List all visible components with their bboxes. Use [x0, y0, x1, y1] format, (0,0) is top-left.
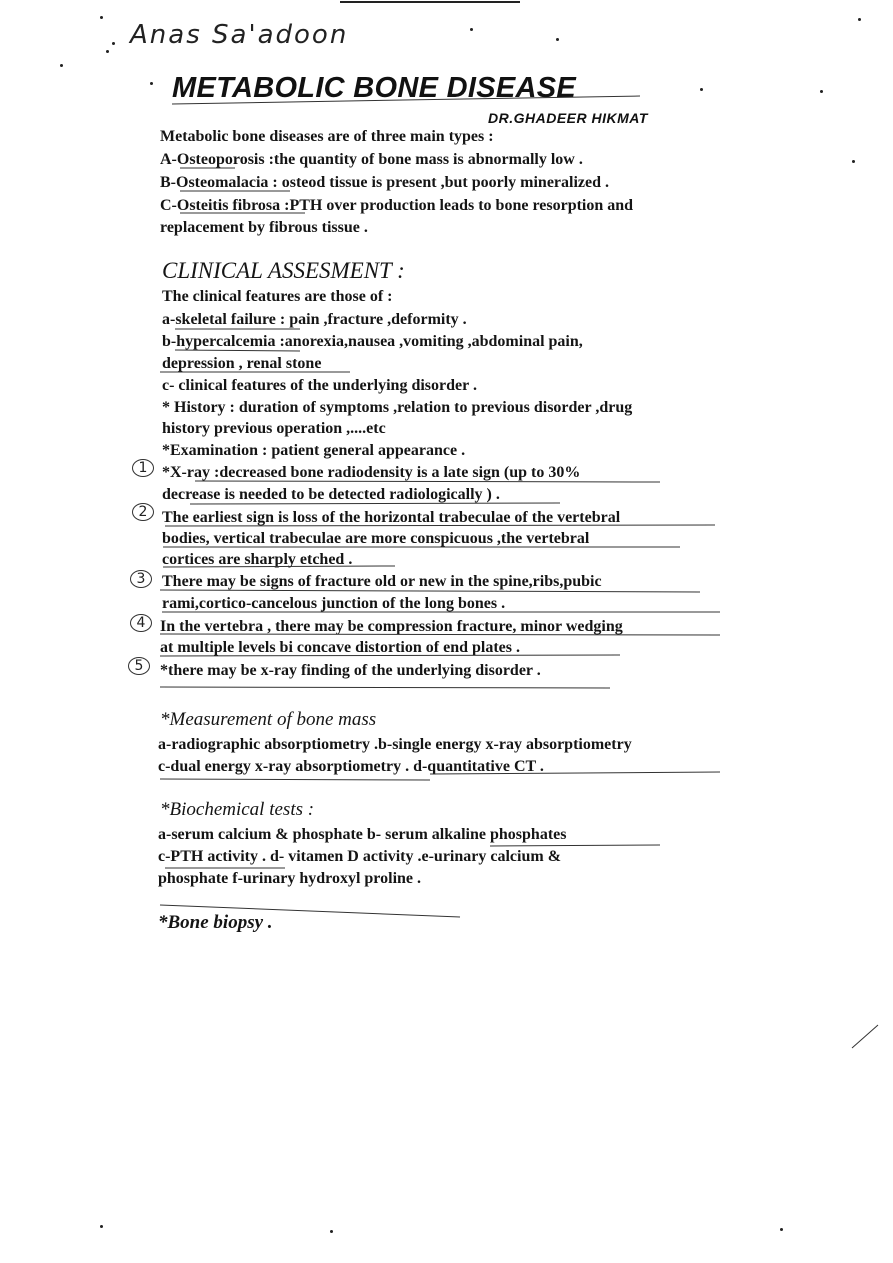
- measurement-line: a-radiographic absorptiometry .b-single energy x-ray absorptiometry: [158, 736, 632, 753]
- biochemical-line: a-serum calcium & phosphate b- serum alkaline phosphates: [158, 826, 567, 843]
- type-c-line-1: C-Osteitis fibrosa :PTH over production leads to bone resorption and: [160, 197, 634, 214]
- clinical-line: *X-ray :decreased bone radiodensity is a late sign (up to 30%: [162, 464, 581, 481]
- type-b: B-Osteomalacia : osteod tissue is present ,but poorly mineralized .: [160, 174, 610, 191]
- scan-speck: [60, 64, 63, 67]
- scan-speck: [100, 16, 103, 19]
- scan-speck: [852, 160, 855, 163]
- author: DR.GHADEER HIKMAT: [488, 110, 648, 126]
- clinical-line: rami,cortico-cancelous junction of the long bones .: [162, 595, 506, 612]
- scan-speck: [858, 18, 861, 21]
- clinical-line: The earliest sign is loss of the horizontal trabeculae of the vertebral: [162, 509, 621, 526]
- handwritten-marker: 2: [132, 503, 154, 521]
- clinical-line: bodies, vertical trabeculae are more conspicuous ,the vertebral: [162, 530, 590, 547]
- scan-speck: [820, 90, 823, 93]
- clinical-line: a-skeletal failure : pain ,fracture ,deformity .: [162, 311, 467, 328]
- page-title: METABOLIC BONE DISEASE: [172, 72, 577, 104]
- scan-speck: [700, 88, 703, 91]
- biopsy-heading: *Bone biopsy .: [158, 912, 273, 933]
- measurement-line: c-dual energy x-ray absorptiometry . d-quantitative CT .: [158, 758, 544, 775]
- scan-speck: [150, 82, 153, 85]
- handwritten-name: Anas Sa'adoon: [130, 20, 349, 50]
- clinical-line: b-hypercalcemia :anorexia,nausea ,vomiting ,abdominal pain,: [162, 333, 583, 350]
- types-intro: Metabolic bone diseases are of three main types :: [160, 128, 494, 145]
- scan-speck: [330, 1230, 333, 1233]
- clinical-line: depression , renal stone: [162, 355, 322, 372]
- type-a: A-Osteoporosis :the quantity of bone mass is abnormally low .: [160, 151, 583, 168]
- handwritten-marker: 5: [128, 657, 150, 675]
- clinical-line: c- clinical features of the underlying disorder .: [162, 377, 477, 394]
- clinical-heading: CLINICAL ASSESMENT :: [162, 258, 405, 283]
- handwritten-marker: 1: [132, 459, 154, 477]
- clinical-line: at multiple levels bi concave distortion of end plates .: [160, 639, 520, 656]
- biochemical-heading: *Biochemical tests :: [160, 799, 315, 820]
- clinical-line: cortices are sharply etched .: [162, 551, 353, 568]
- scan-speck: [112, 42, 115, 45]
- clinical-line: The clinical features are those of :: [162, 288, 393, 305]
- biochemical-line: c-PTH activity . d- vitamen D activity .e-urinary calcium &: [158, 848, 562, 865]
- clinical-line: history previous operation ,....etc: [162, 420, 386, 437]
- biochemical-line: phosphate f-urinary hydroxyl proline .: [158, 870, 422, 887]
- clinical-line: decrease is needed to be detected radiologically ) .: [162, 486, 500, 503]
- scan-speck: [106, 50, 109, 53]
- scan-speck: [100, 1225, 103, 1228]
- clinical-line: *Examination : patient general appearance .: [162, 442, 466, 459]
- clinical-line: There may be signs of fracture old or new in the spine,ribs,pubic: [162, 573, 602, 590]
- clinical-line: *there may be x-ray finding of the underlying disorder .: [160, 662, 541, 679]
- scan-speck: [556, 38, 559, 41]
- scan-speck: [470, 28, 473, 31]
- handwritten-marker: 3: [130, 570, 152, 588]
- type-c-line-2: replacement by fibrous tissue .: [160, 219, 368, 236]
- clinical-line: * History : duration of symptoms ,relation to previous disorder ,drug: [162, 399, 633, 416]
- clinical-line: In the vertebra , there may be compression fracture, minor wedging: [160, 618, 623, 635]
- handwritten-marker: 4: [130, 614, 152, 632]
- scan-speck: [780, 1228, 783, 1231]
- measurement-heading: *Measurement of bone mass: [160, 709, 377, 730]
